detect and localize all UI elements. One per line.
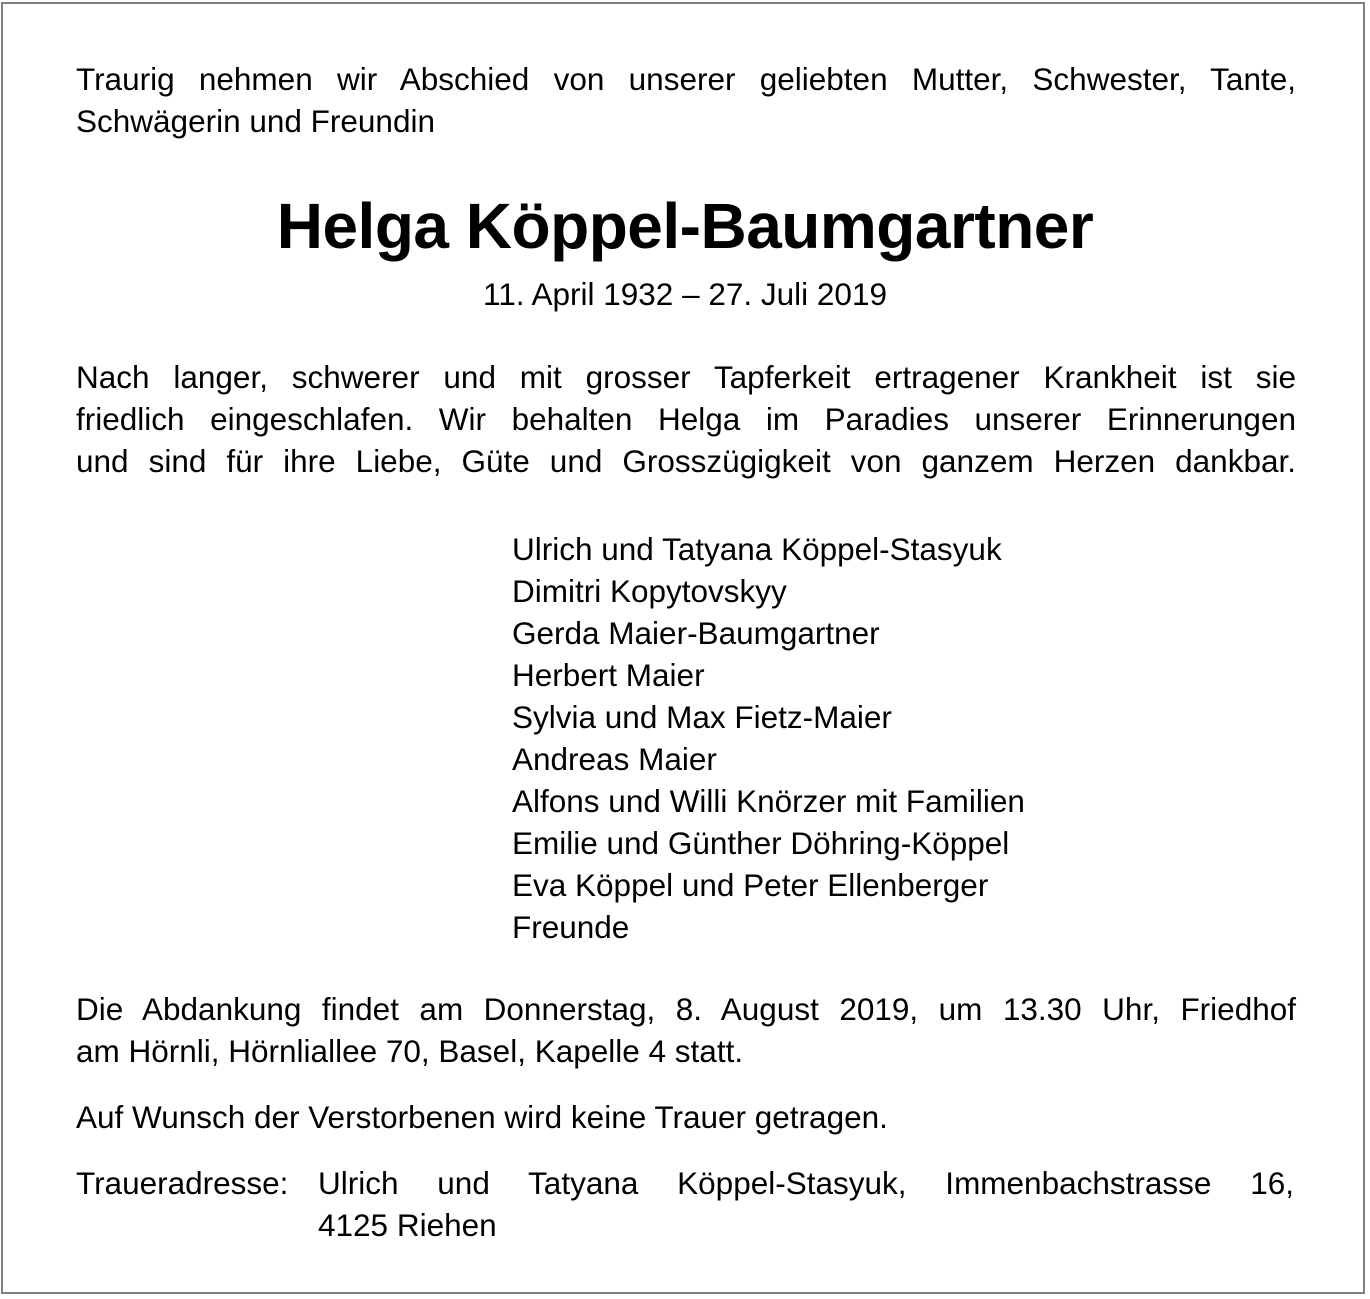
mourner-item: Dimitri Kopytovskyy	[512, 573, 787, 609]
address-value	[318, 1162, 1294, 1246]
mourner-item: Alfons und Willi Knörzer mit Familien	[512, 783, 1025, 819]
mourner-item: Herbert Maier	[512, 657, 705, 693]
mourner-item: Sylvia und Max Fietz-Maier	[512, 699, 892, 735]
mourners-list	[512, 528, 1025, 948]
mourner-item: Emilie und Günther Döhring-Köppel	[512, 825, 1010, 861]
message-text	[76, 356, 1296, 482]
intro-line-2: Schwägerin und Freundin	[76, 103, 435, 139]
mourner-item: Ulrich und Tatyana Köppel-Stasyuk	[512, 531, 1002, 567]
service-line-1: Die Abdankung findet am Donnerstag, 8. August 2019, um 13.30 Uhr, Friedhof	[76, 991, 1296, 1027]
mourner-item: Freunde	[512, 909, 630, 945]
mourner-item: Gerda Maier-Baumgartner	[512, 615, 880, 651]
mourner-item: Eva Köppel und Peter Ellenberger	[512, 867, 989, 903]
intro-text	[76, 58, 1296, 142]
message-line-3: und sind für ihre Liebe, Güte und Grosszügigkeit von ganzem Herzen dankbar.	[76, 443, 1296, 479]
service-line-2: am Hörnli, Hörnliallee 70, Basel, Kapelle 4 statt.	[76, 1033, 744, 1069]
message-line-2: friedlich eingeschlafen. Wir behalten Helga im Paradies unserer Erinnerungen	[76, 401, 1296, 437]
address-line-2: 4125 Riehen	[318, 1207, 497, 1243]
service-info	[76, 988, 1296, 1072]
mourner-item: Andreas Maier	[512, 741, 717, 777]
mourning-wish: Auf Wunsch der Verstorbenen wird keine Trauer getragen.	[76, 1099, 888, 1135]
message-line-1: Nach langer, schwerer und mit grosser Tapferkeit ertragener Krankheit ist sie	[76, 359, 1296, 395]
deceased-name: Helga Köppel-Baumgartner	[276, 190, 1094, 262]
life-dates: 11. April 1932 – 27. Juli 2019	[483, 276, 887, 312]
intro-line-1: Traurig nehmen wir Abschied von unserer geliebten Mutter, Schwester, Tante,	[76, 61, 1296, 97]
address-label: Traueradresse:	[76, 1165, 289, 1201]
address-line-1: Ulrich und Tatyana Köppel-Stasyuk, Immenbachstrasse 16,	[318, 1165, 1294, 1201]
